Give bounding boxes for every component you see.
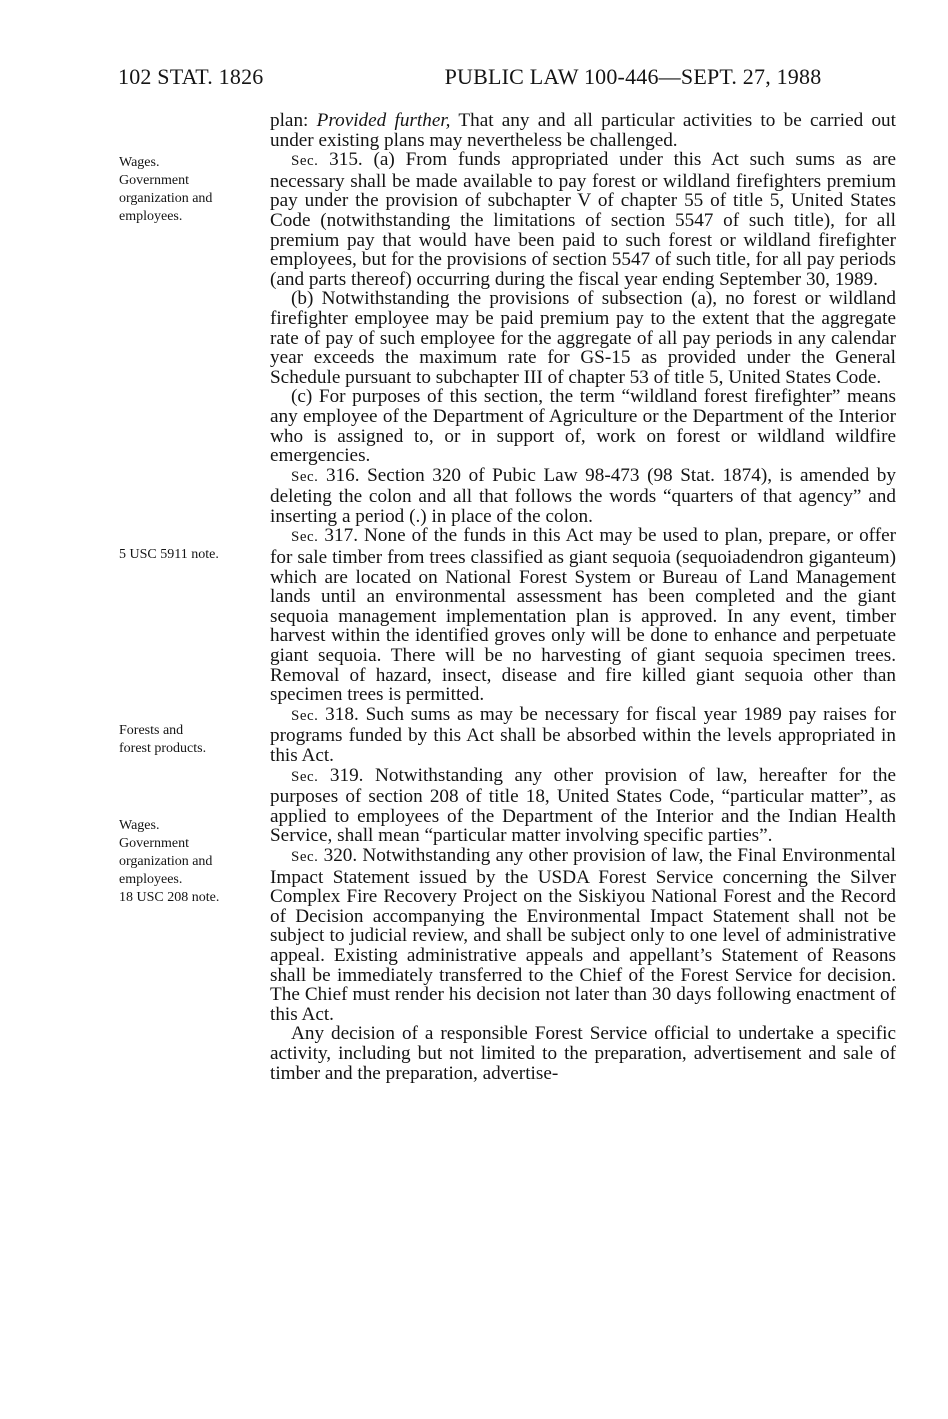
margin-note-line: Forests and bbox=[119, 723, 184, 738]
margin-note-line: Government bbox=[119, 836, 189, 851]
margin-note-line: organization and bbox=[119, 191, 213, 206]
paragraph-forest-service-decision: Any decision of a responsible Forest Service official to undertake a specific activity, including but not limited to the preparation, advertisement and sale of timber and the preparation, advertise- bbox=[270, 1023, 896, 1084]
margin-note-line: Wages. bbox=[119, 818, 160, 833]
section-318: Sec. 318. Such sums as may be necessary for fiscal year 1989 pay raises for programs funded by this Act shall be absorbed within the levels appropriated in this Act. bbox=[270, 703, 896, 766]
margin-note-line: Wages. bbox=[119, 155, 160, 170]
statute-page-number: 102 STAT. 1826 bbox=[118, 64, 264, 89]
section-315-a: Sec. 315. (a) From funds appropriated under this Act such sums as are necessary shall be made available to pay forest or wildland firefighters premium pay under the provision of subchapter V of chapter 55 of title 5, United States Code (notwithstanding the limitations of section 5547 of such title), for all premium pay that would have been paid to such forest or wildland firefighter employees, but for the provisions of section 5547 of such title, for all pay periods (and parts thereof) occurring during the fiscal year ending September 30, 1989. bbox=[270, 149, 896, 290]
section-label: Sec. bbox=[291, 529, 319, 546]
margin-note-forests bbox=[119, 722, 269, 758]
section-320: Sec. 320. Notwithstanding any other provision of law, the Final Environmental Impact Statement issued by the USDA Forest Service concerning the Silver Complex Fire Recovery Project on the Siskiyou National Forest and the Record of Decision accompanying the Environmental Impact Statement shall not be subject to judicial review, and shall be subject only to one level of administrative appeal. Existing administrative appeals and appellant’s Statement of Reasons shall be immediately transferred to the Chief of the Forest Service for decision. The Chief must render his decision not later than 30 days following enactment of this Act. bbox=[270, 844, 897, 1025]
margin-note-line: Government bbox=[119, 173, 189, 188]
section-label: Sec. bbox=[291, 768, 319, 785]
margin-note-usc-5911 bbox=[119, 546, 269, 564]
section-label: Sec. bbox=[291, 707, 319, 724]
margin-note-line: organization and bbox=[119, 854, 213, 869]
provided-further: Provided further, bbox=[316, 110, 451, 131]
margin-note-line: forest products. bbox=[119, 741, 207, 756]
margin-note-line: 18 USC 208 note. bbox=[119, 890, 220, 905]
section-316: Sec. 316. Section 320 of Pubic Law 98-473 (98 Stat. 1874), is amended by deleting the colon and all that follows the words “quarters of that agency” and inserting a period (.) in place of the colon. bbox=[270, 464, 896, 527]
public-law-title: PUBLIC LAW 100-446—SEPT. 27, 1988 bbox=[444, 64, 822, 89]
section-label: Sec. bbox=[291, 468, 319, 485]
page-header bbox=[118, 64, 898, 94]
section-317: Sec. 317. None of the funds in this Act may be used to plan, prepare, or offer for sale timber from trees classified as giant sequoia (sequoiadendron giganteum) which are located on National Forest System or Bureau of Land Management lands until an environmental assessment has been completed and the giant sequoia management implementation plan is approved. In any event, timber harvest within the identified groves only will be done to enhance and perpetuate giant sequoia. There will be no harvesting of giant sequoia specimen trees. Removal of hazard, insect, disease and fire killed giant sequoia other than specimen trees is permitted. bbox=[270, 525, 897, 706]
section-label: Sec. bbox=[291, 848, 319, 865]
margin-note-wages-2 bbox=[119, 817, 269, 907]
section-315-c: (c) For purposes of this section, the term “wildland forest firefighter” means any employee of the Department of Agriculture or the Department of the Interior who is assigned to, or in support of, work on forest or wildland wildfire emergencies. bbox=[270, 386, 896, 467]
margin-note-line: 5 USC 5911 note. bbox=[119, 547, 219, 562]
section-319: Sec. 319. Notwithstanding any other provision of law, hereafter for the purposes of section 208 of title 18, United States Code, “particular matter”, as applied to employees of the Department of the Interior and the Indian Health Service, shall mean “particular matter involving specific parties”. bbox=[270, 764, 896, 847]
margin-note-line: employees. bbox=[119, 209, 183, 224]
margin-note-line: employees. bbox=[119, 872, 183, 887]
section-315-b: (b) Notwithstanding the provisions of subsection (a), no forest or wildland firefighter employee may be paid premium pay to the extent that the aggregate rate of pay of such employee for the aggregate of all pay periods in any calendar year exceeds the maximum rate for GS-15 as provided under the General Schedule pursuant to subchapter III of chapter 53 of title 5, United States Code. bbox=[270, 288, 896, 388]
paragraph-plan: plan: Provided further, That any and all particular activities to be carried out under existing plans may nevertheless be challenged. bbox=[270, 110, 896, 151]
margin-note-wages-1 bbox=[119, 154, 269, 226]
section-label: Sec. bbox=[291, 153, 319, 170]
body-text bbox=[270, 111, 896, 1083]
